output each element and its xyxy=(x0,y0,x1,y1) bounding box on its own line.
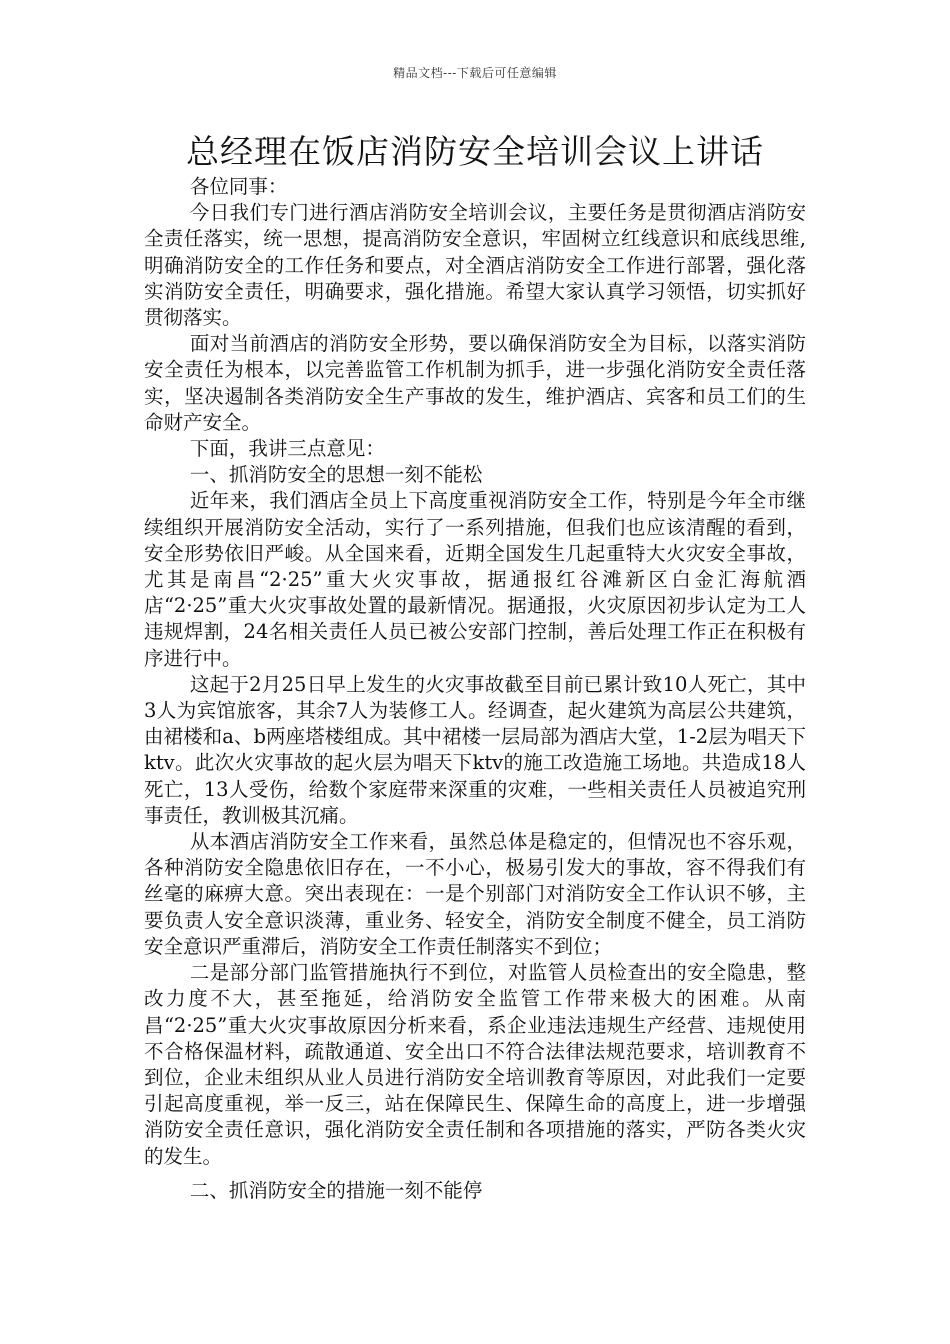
paragraph: 二是部分部门监管措施执行不到位，对监管人员检查出的安全隐患，整改力度不大，甚至拖延，给消防安全监管工作带来极大的困难。从南昌“2·25”重大火灾事故原因分析来看，系企业违法违规生产经营、违规使用不合格保温材料，疏散通道、安全出口不符合法律法规范要求，培训教育不到位，企业未组织从业人员进行消防安全培训教育等原因，对此我们一定要引起高度重视，举一反三，站在保障民生、保障生命的高度上，进一步增强消防安全责任意识，强化消防安全责任制和各项措施的落实，严防各类火灾的发生。 xyxy=(144,961,806,1168)
greeting: 各位同事： xyxy=(189,175,288,198)
section-heading-2: 二、抓消防安全的措施一刻不能停 xyxy=(189,1178,483,1202)
paragraph: 面对当前酒店的消防安全形势，要以确保消防安全为目标，以落实消防安全责任为根本，以完善监管工作机制为抓手，进一步强化消防安全责任落实，坚决遏制各类消防安全生产事故的发生，维护酒店、宾客和员工们的生命财产安全。 xyxy=(144,332,806,434)
document-body xyxy=(144,174,806,1204)
paragraph: 今日我们专门进行酒店消防安全培训会议，主要任务是贯彻酒店消防安全责任落实，统一思想，提高消防安全意识，牢固树立红线意识和底线思维,明确消防安全的工作任务和要点，对全酒店消防安全工作进行部署，强化落实消防安全责任，明确要求，强化措施。希望大家认真学习领悟，切实抓好贯彻落实。 xyxy=(144,201,806,330)
paragraph: 下面，我讲三点意见： xyxy=(189,437,385,461)
header-note: 精品文档---下载后可任意编辑 xyxy=(393,66,557,80)
paragraph: 从本酒店消防安全工作来看，虽然总体是稳定的，但情况也不容乐观，各种消防安全隐患依旧存在，一不小心，极易引发大的事故，容不得我们有丝毫的麻痹大意。突出表现在：一是个别部门对消防安全工作认识不够，主要负责人安全意识淡薄，重业务、轻安全，消防安全制度不健全，员工消防安全意识严重滞后，消防安全工作责任制落实不到位； xyxy=(144,830,806,958)
paragraph: 近年来，我们酒店全员上下高度重视消防安全工作，特别是今年全市继续组织开展消防安全活动，实行了一系列措施，但我们也应该清醒的看到，安全形势依旧严峻。从全国来看，近期全国发生几起重特大火灾安全事故，尤其是南昌“2·25”重大火灾事故，据通报红谷滩新区白金汇海航酒店“2·25”重大火灾事故处置的最新情况。据通报，火灾原因初步认定为工人违规焊割，24名相关责任人员已被公安部门控制，善后处理工作正在积极有序进行中。 xyxy=(144,489,806,670)
document-title: 总经理在饭店消防安全培训会议上讲话 xyxy=(186,132,764,171)
section-heading-1: 一、抓消防安全的思想一刻不能松 xyxy=(189,463,483,487)
paragraph: 这起于2月25日早上发生的火灾事故截至目前已累计致10人死亡，其中3人为宾馆旅客，其余7人为装修工人。经调查，起火建筑为高层公共建筑，由裙楼和a、b两座塔楼组成。其中裙楼一层局部为酒店大堂，1-2层为唱天下ktv。此次火灾事故的起火层为唱天下ktv的施工改造施工场地。共造成18人死亡，13人受伤，给数个家庭带来深重的灾难，一些相关责任人员被追究刑事责任，教训极其沉痛。 xyxy=(144,672,806,827)
